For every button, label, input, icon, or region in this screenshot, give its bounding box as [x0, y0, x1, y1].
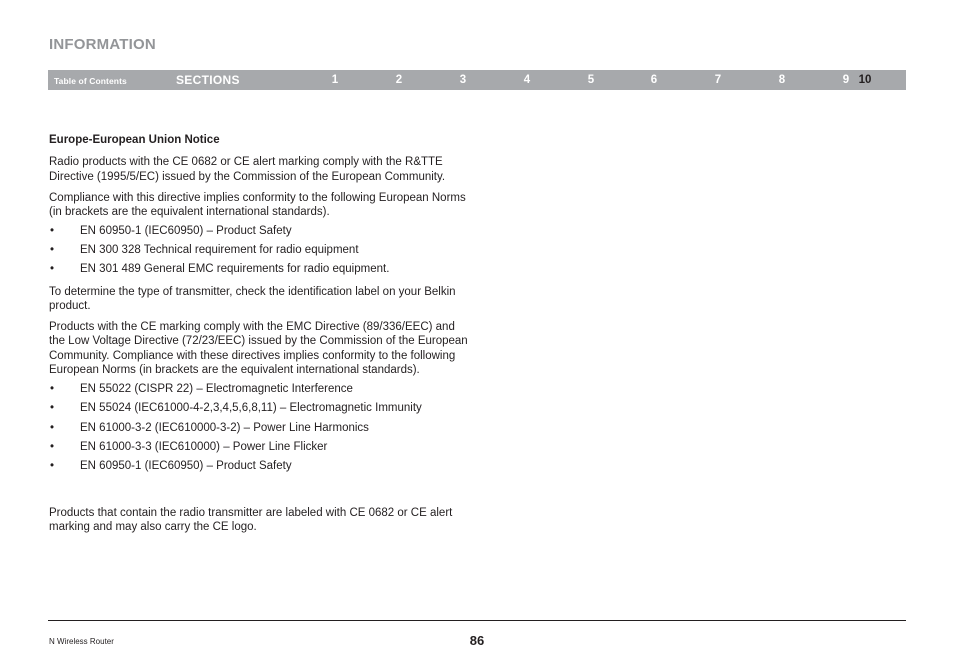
list-item: [49, 440, 469, 454]
list-item: [49, 262, 469, 276]
bullet-icon: •: [50, 382, 55, 395]
list-item: [49, 421, 469, 435]
section-link-7[interactable]: 7: [714, 74, 722, 86]
paragraph-ce-marking: Products with the CE marking comply with the EMC Directive (89/336/EEC) and the Low Voltage Directive (72/23/EEC) issued by the Commission of the European Community. Compliance with these directives implies conformity to the following European Norms (in brackets are the equivalent international standards).: [49, 321, 468, 377]
list-item-text: EN 60950-1 (IEC60950) – Product Safety: [80, 224, 292, 237]
list-item-text: EN 60950-1 (IEC60950) – Product Safety: [80, 460, 292, 473]
bullet-icon: •: [50, 440, 55, 453]
spacer: [49, 482, 469, 506]
bullet-icon: •: [50, 402, 55, 415]
list-item: [49, 224, 469, 238]
norms-list-emc: [49, 382, 469, 474]
bullet-icon: •: [50, 243, 55, 256]
page-number: 86: [469, 633, 485, 648]
section-nav-bar: [48, 70, 906, 90]
bullet-icon: •: [50, 421, 55, 434]
list-item-text: EN 61000-3-2 (IEC610000-3-2) – Power Line Harmonics: [80, 421, 369, 434]
section-link-6[interactable]: 6: [650, 74, 658, 86]
list-item: [49, 382, 469, 396]
paragraph-radio-labeling: Products that contain the radio transmitter are labeled with CE 0682 or CE alert marking and may also carry the CE logo.: [49, 506, 453, 534]
list-item-text: EN 61000-3-3 (IEC610000) – Power Line Flicker: [80, 440, 328, 453]
bullet-icon: •: [50, 263, 55, 276]
section-link-1[interactable]: 1: [331, 74, 339, 86]
sections-label: SECTIONS: [176, 73, 240, 87]
list-item: [49, 401, 469, 415]
section-link-3[interactable]: 3: [459, 74, 467, 86]
footer-divider: [48, 620, 906, 621]
paragraph-radio-products: Radio products with the CE 0682 or CE alert marking comply with the R&TTE Directive (1995/5/EC) issued by the Commission of the European Community.: [49, 156, 446, 183]
list-item: [49, 243, 469, 257]
list-item-text: EN 55024 (IEC61000-4-2,3,4,5,6,8,11) – Electromagnetic Immunity: [80, 402, 422, 415]
paragraph-transmitter-type: To determine the type of transmitter, check the identification label on your Belkin product.: [49, 285, 456, 313]
notice-heading: Europe-European Union Notice: [49, 134, 220, 146]
bullet-icon: •: [50, 460, 55, 473]
table-of-contents-link[interactable]: Table of Contents: [54, 76, 127, 86]
main-content: [49, 133, 469, 541]
list-item-text: EN 300 328 Technical requirement for radio equipment: [80, 243, 359, 256]
page-section-title: INFORMATION: [49, 36, 156, 53]
norms-list-radio: [49, 224, 469, 277]
footer-product-name: N Wireless Router: [49, 637, 114, 646]
section-link-8[interactable]: 8: [778, 74, 786, 86]
list-item: [49, 459, 469, 473]
paragraph-compliance: Compliance with this directive implies conformity to the following European Norms (in brackets are the equivalent international standards).: [49, 191, 466, 219]
section-link-4[interactable]: 4: [523, 74, 531, 86]
list-item-text: EN 301 489 General EMC requirements for radio equipment.: [80, 263, 390, 276]
section-link-5[interactable]: 5: [587, 74, 595, 86]
section-link-2[interactable]: 2: [395, 74, 403, 86]
bullet-icon: •: [50, 224, 55, 237]
section-link-9[interactable]: 9: [842, 74, 850, 86]
section-link-10-active[interactable]: 10: [858, 74, 872, 86]
list-item-text: EN 55022 (CISPR 22) – Electromagnetic Interference: [80, 382, 353, 395]
